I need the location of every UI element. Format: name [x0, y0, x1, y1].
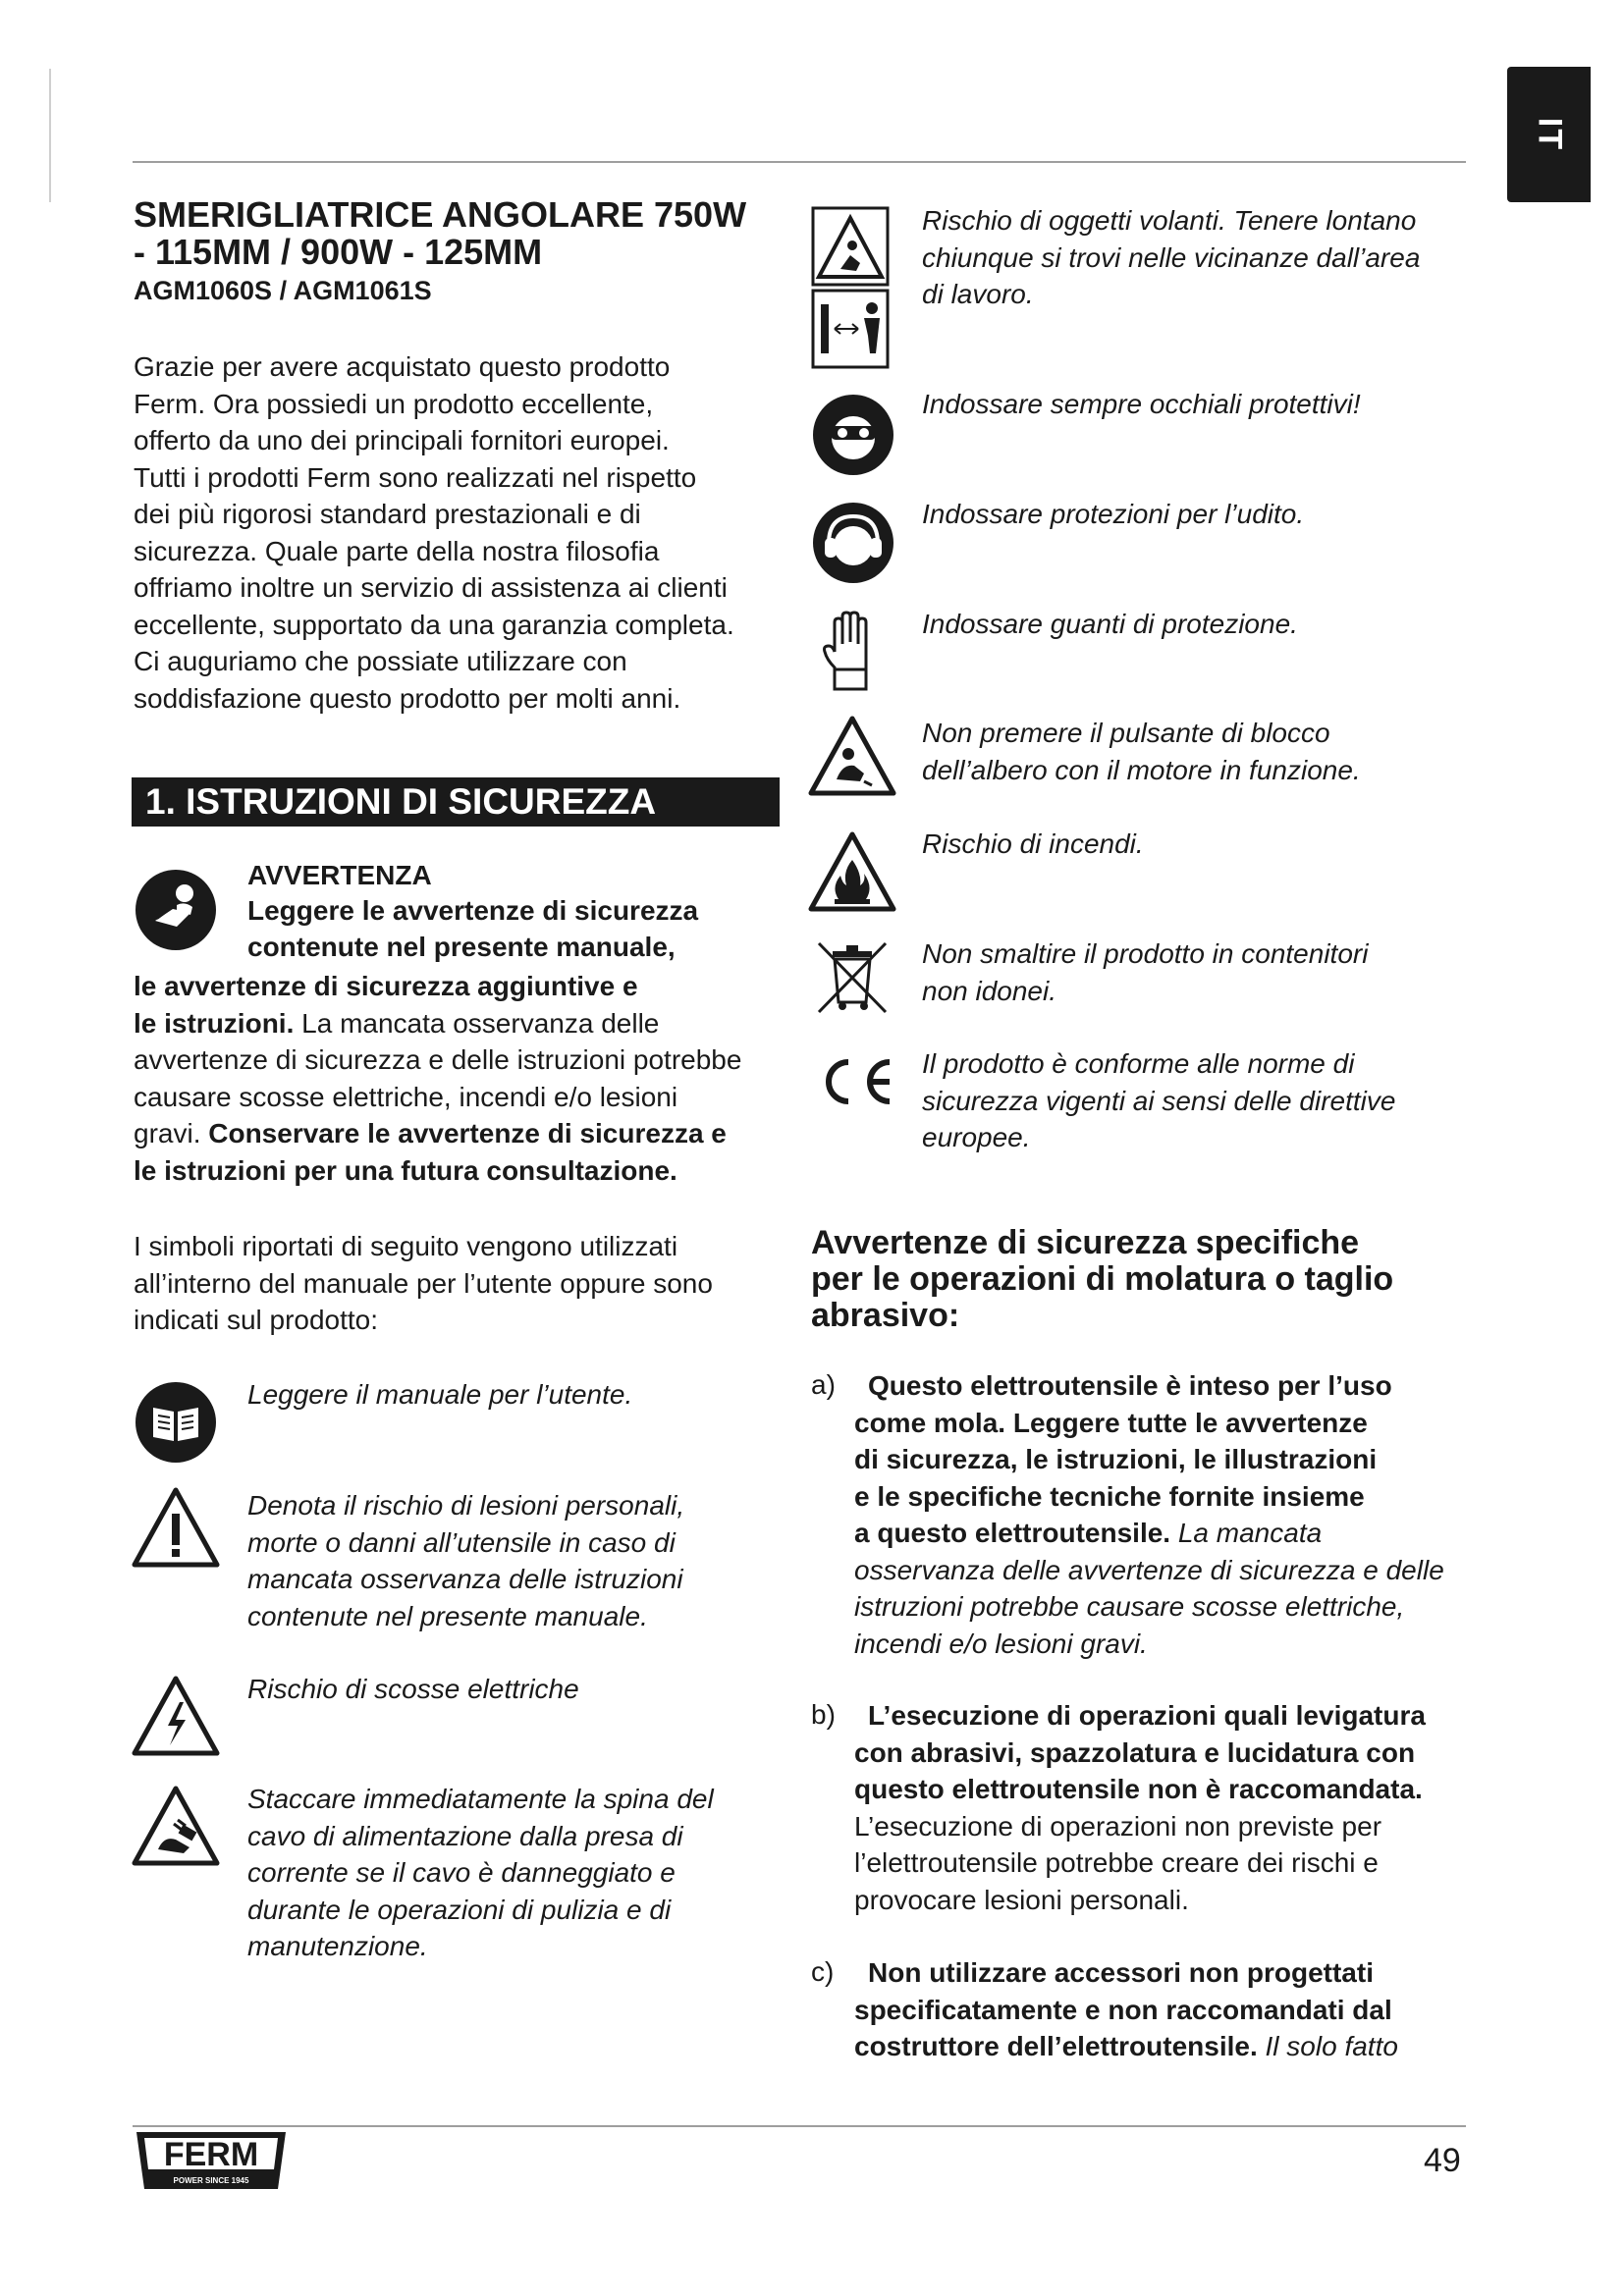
page-number: 49 — [1424, 2142, 1461, 2179]
intro-line: Grazie per avere acquistato questo prodotto — [134, 351, 671, 382]
intro-line: dei più rigorosi standard prestazionali e di — [134, 499, 641, 529]
list-item-line: incendi e/o lesioni gravi. — [854, 1628, 1148, 1659]
list-item-bold-span: costruttore dell’elettroutensile. — [854, 2031, 1258, 2061]
list-item-italic-span: La mancata — [1170, 1518, 1323, 1548]
list-item-italic-span: Il solo fatto — [1257, 2031, 1398, 2061]
symbol-description-line: Rischio di oggetti volanti. Tenere lontano — [922, 205, 1417, 236]
intro-line: soddisfazione questo prodotto per molti anni. — [134, 682, 681, 714]
list-item-line: L’esecuzione di operazioni quali levigatura — [868, 1700, 1426, 1731]
warning-line — [134, 1005, 786, 1042]
header-rule — [133, 161, 1466, 163]
warning-line — [134, 1115, 786, 1152]
symbol-description — [922, 935, 1472, 1009]
symbol-description: Indossare guanti di protezione. — [922, 609, 1298, 639]
symbol-description-line: Il prodotto è conforme alle norme di — [922, 1048, 1355, 1079]
symbol-description-line: cavo di alimentazione dalla presa di — [247, 1820, 683, 1851]
warning-line: causare scosse elettriche, incendi e/o lesioni — [134, 1081, 678, 1112]
section-heading-grinding — [811, 1225, 1459, 1334]
logo-wordmark: FERM — [163, 2136, 259, 2173]
list-item-letter: a) — [811, 1369, 836, 1400]
list-item-line: e le specifiche tecniche fornite insieme — [854, 1480, 1365, 1512]
symbols-intro-line: I simboli riportati di seguito vengono utilizzati — [134, 1231, 678, 1261]
warning-bold-span: Conservare le avvertenze di sicurezza e — [208, 1118, 727, 1148]
list-item-line: di sicurezza, le istruzioni, le illustrazioni — [854, 1444, 1378, 1474]
product-title-line2: - 115MM / 900W - 125MM — [134, 232, 543, 272]
warning-bold-span: le istruzioni. — [134, 1007, 295, 1039]
symbol-description: Indossare protezioni per l’udito. — [922, 499, 1305, 529]
warning-paragraph — [134, 968, 786, 1189]
list-item-line: Non utilizzare accessori non progettati — [868, 1957, 1374, 1988]
warning-line: le avvertenze di sicurezza aggiuntive e — [134, 971, 638, 1001]
language-tab-label: IT — [1531, 117, 1568, 152]
language-tab — [1507, 67, 1591, 202]
logo-tagline: POWER SINCE 1945 — [173, 2176, 249, 2185]
intro-line: eccellente, supportato da una garanzia completa. — [134, 609, 734, 640]
section-heading-line: abrasivo: — [811, 1297, 960, 1334]
list-item-line: provocare lesioni personali. — [854, 1884, 1189, 1915]
list-item-body — [854, 1367, 1463, 1662]
model-numbers: AGM1060S / AGM1061S — [134, 276, 432, 305]
symbol-description-line: manutenzione. — [247, 1931, 428, 1961]
product-title-line1: SMERIGLIATRICE ANGOLARE 750W — [134, 194, 747, 235]
ear-protection-icon — [811, 501, 895, 585]
symbol-description — [922, 715, 1472, 788]
list-item-line: Questo elettroutensile è inteso per l’uso — [868, 1370, 1392, 1401]
intro-line: Ferm. Ora possiedi un prodotto eccellente, — [134, 388, 654, 419]
symbol-description-line: non idonei. — [922, 975, 1057, 1006]
intro-paragraph — [134, 348, 782, 717]
warning-line: Leggere le avvertenze di sicurezza — [247, 895, 699, 926]
section-heading-safety: 1. ISTRUZIONI DI SICUREZZA — [132, 777, 780, 827]
intro-line: sicurezza. Quale parte della nostra filosofia — [134, 535, 660, 566]
symbol-description: Leggere il manuale per l’utente. — [247, 1379, 633, 1410]
list-item-line: con abrasivi, spazzolatura e lucidatura con — [854, 1736, 1416, 1768]
symbol-description — [922, 1045, 1472, 1156]
intro-line: Tutti i prodotti Ferm sono realizzati nel rispetto — [134, 461, 697, 493]
symbol-description-line: Non smaltire il prodotto in contenitori — [922, 938, 1369, 969]
list-item-line — [854, 1515, 1463, 1552]
warning-line: le istruzioni per una futura consultazione. — [134, 1154, 677, 1186]
gloves-icon — [817, 609, 888, 693]
symbol-description — [247, 1487, 778, 1634]
warning-line: contenute nel presente manuale, — [247, 932, 676, 962]
symbol-description-line: mancata osservanza delle istruzioni — [247, 1564, 683, 1594]
symbol-description-line: contenute nel presente manuale. — [247, 1600, 648, 1631]
intro-line: Ci auguriamo che possiate utilizzare con — [134, 646, 627, 676]
list-item-letter: b) — [811, 1699, 836, 1730]
symbols-intro-line: indicati sul prodotto: — [134, 1305, 379, 1335]
ce-mark-icon — [811, 1056, 897, 1107]
symbol-description-line: Denota il rischio di lesioni personali, — [247, 1490, 685, 1521]
symbols-intro — [134, 1228, 782, 1339]
ferm-logo — [133, 2128, 290, 2193]
warning-exclamation-icon — [131, 1486, 221, 1569]
symbol-description-line: Non premere il pulsante di blocco — [922, 718, 1330, 748]
list-item-line: osservanza delle avvertenze di sicurezza e delle — [854, 1554, 1444, 1585]
symbol-description-line: di lavoro. — [922, 279, 1034, 309]
symbol-description-line: morte o danni all’utensile in caso di — [247, 1526, 676, 1558]
warning-title: AVVERTENZA — [247, 860, 432, 890]
product-title — [134, 196, 801, 271]
intro-line: offerto da uno dei principali fornitori europei. — [134, 425, 670, 455]
list-item-line: questo elettroutensile non è raccomandata. — [854, 1774, 1423, 1804]
symbol-description-line: dell’albero con il motore in funzione. — [922, 754, 1361, 785]
spindle-lock-icon — [807, 715, 897, 797]
left-margin-rule — [49, 69, 51, 202]
list-item-line: come mola. Leggere tutte le avvertenze — [854, 1407, 1368, 1438]
list-item-body — [854, 1697, 1463, 1918]
warning-plain-span: La mancata osservanza delle — [294, 1007, 660, 1039]
symbol-description: Indossare sempre occhiali protettivi! — [922, 389, 1361, 419]
symbol-description-line: sicurezza vigenti ai sensi delle direttive — [922, 1085, 1396, 1116]
section-heading-line: Avvertenze di sicurezza specifiche — [811, 1224, 1360, 1261]
list-item-line — [854, 2028, 1463, 2065]
read-manual-warning-icon — [134, 868, 218, 952]
warning-line: avvertenze di sicurezza e delle istruzioni potrebbe — [134, 1044, 742, 1075]
symbol-description-line: Staccare immediatamente la spina del — [247, 1784, 714, 1814]
list-item-line: istruzioni potrebbe causare scosse elettriche, — [854, 1591, 1405, 1622]
list-item-line: L’esecuzione di operazioni non previste per — [854, 1810, 1382, 1842]
list-item-line: specificatamente e non raccomandati dal — [854, 1994, 1392, 2025]
warning-plain-span: gravi. — [134, 1118, 209, 1148]
symbol-description — [247, 1781, 778, 1965]
eye-protection-icon — [811, 393, 895, 477]
weee-bin-icon — [813, 937, 892, 1016]
electric-shock-icon — [131, 1675, 221, 1757]
symbol-description: Rischio di scosse elettriche — [247, 1674, 579, 1704]
list-item-body — [854, 1954, 1463, 2065]
symbol-description — [922, 202, 1472, 313]
list-item-line: l’elettroutensile potrebbe creare dei rischi e — [854, 1847, 1379, 1878]
symbol-description-line: chiunque si trovi nelle vicinanze dall’area — [922, 241, 1421, 273]
footer-rule — [133, 2125, 1466, 2127]
read-manual-icon — [134, 1380, 218, 1465]
unplug-icon — [131, 1785, 221, 1867]
symbols-intro-line: all’interno del manuale per l’utente oppure sono — [134, 1267, 713, 1299]
list-item-bold-span: a questo elettroutensile. — [854, 1518, 1171, 1548]
fire-hazard-icon — [807, 830, 897, 913]
list-item-letter: c) — [811, 1956, 835, 1987]
symbol-description-line: europee. — [922, 1122, 1031, 1152]
symbol-description: Rischio di incendi. — [922, 828, 1144, 859]
intro-line: offriamo inoltre un servizio di assistenza ai clienti — [134, 572, 728, 603]
symbol-description-line: corrente se il cavo è danneggiato e — [247, 1857, 676, 1888]
flying-objects-icon — [811, 206, 890, 369]
section-heading-line: per le operazioni di molatura o taglio — [811, 1260, 1394, 1298]
symbol-description-line: durante le operazioni di pulizia e di — [247, 1894, 672, 1925]
